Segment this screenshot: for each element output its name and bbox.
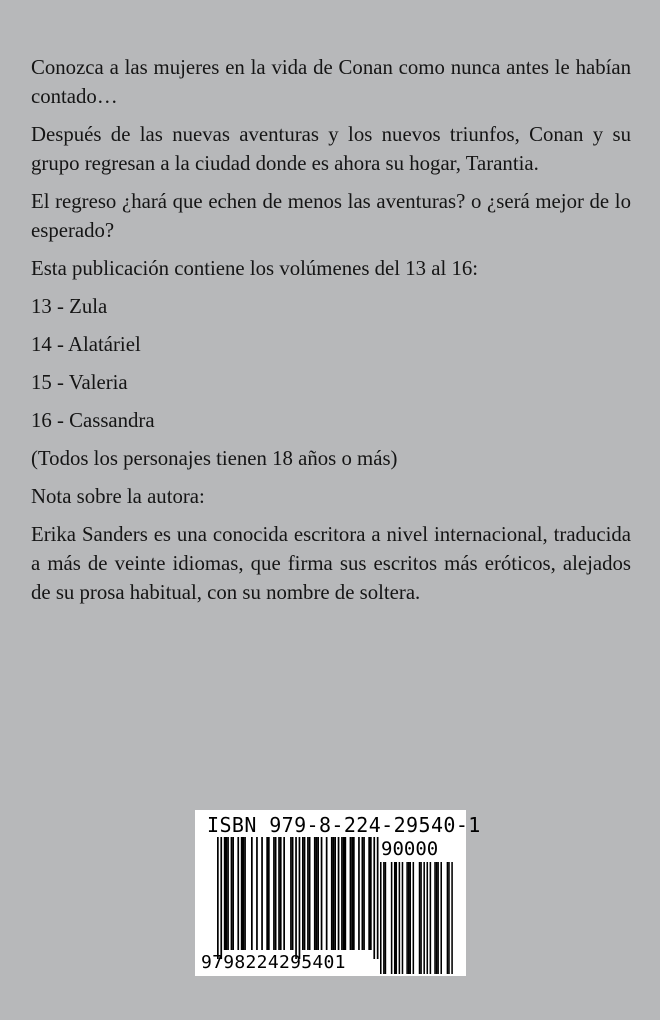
barcode-bar	[358, 837, 360, 950]
barcode-bar	[232, 837, 234, 950]
barcode-bar	[261, 837, 263, 950]
story-paragraph: Después de las nuevas aventuras y los nuevos triunfos, Conan y su grupo regresan a la ciudad donde es ahora su hogar, Tarantia.	[31, 123, 631, 175]
volume-item: 15 - Valeria	[31, 371, 128, 394]
barcode-bar	[302, 837, 304, 950]
barcode-bar	[409, 862, 411, 974]
barcode-bar	[385, 862, 387, 974]
barcode-bar	[447, 862, 449, 974]
barcode-bar	[343, 837, 345, 950]
barcode-bar	[251, 837, 253, 950]
barcode-bar	[363, 837, 365, 950]
barcode-bar	[451, 862, 453, 974]
barcode-bar	[434, 862, 436, 974]
volume-item: 14 - Alatáriel	[31, 333, 141, 356]
barcode-bar	[309, 837, 311, 950]
barcode-bar	[377, 837, 379, 959]
barcode-bar	[314, 837, 316, 950]
barcode-bar	[436, 862, 438, 974]
barcode-bar	[420, 862, 422, 974]
barcode-bar	[413, 862, 415, 974]
barcode-bar	[402, 862, 404, 974]
barcode-bar	[244, 837, 246, 950]
ean-digits: 9798224295401	[201, 952, 346, 973]
barcode-bar	[408, 862, 410, 974]
barcode-bar	[316, 837, 318, 950]
barcode-bar	[256, 837, 258, 950]
barcode-bar	[396, 862, 398, 974]
barcode-bar	[419, 862, 421, 974]
barcode-bar	[440, 862, 442, 974]
barcode-bar	[333, 837, 335, 950]
barcode-bar	[243, 837, 245, 950]
barcode-bar	[217, 837, 219, 959]
barcode-bar	[437, 862, 439, 974]
barcode-bar	[345, 837, 347, 950]
barcode-bar	[350, 837, 352, 950]
barcode-bar	[273, 837, 275, 950]
question-paragraph: El regreso ¿hará que echen de menos las aventuras? o ¿será mejor de lo esperado?	[31, 190, 631, 242]
barcode-bar	[353, 837, 355, 950]
barcode-bar	[226, 837, 228, 950]
barcode-bar	[280, 837, 282, 950]
barcode-bar	[275, 837, 277, 950]
intro-paragraph: Conozca a las mujeres en la vida de Conan como nunca antes le habían contado…	[31, 56, 631, 108]
barcode-bar	[278, 837, 280, 950]
isbn-barcode	[195, 810, 481, 976]
barcode-bar	[321, 837, 323, 950]
barcode-bar	[283, 837, 285, 950]
contents-paragraph: Esta publicación contiene los volúmenes del 13 al 16:	[31, 257, 479, 280]
barcode-bar	[370, 837, 372, 950]
volume-item: 16 - Cassandra	[31, 409, 155, 432]
barcode-bar	[295, 837, 297, 959]
barcode-bar	[231, 837, 233, 950]
barcode-bar	[391, 862, 393, 974]
barcode-bar	[241, 837, 243, 950]
barcode-bar	[237, 837, 239, 950]
barcode-bar	[368, 837, 370, 950]
age-notice: (Todos los personajes tienen 18 años o más)	[31, 447, 398, 470]
barcode-bar	[299, 837, 301, 959]
barcode-bar	[380, 862, 382, 974]
barcode-bar	[290, 837, 292, 950]
barcode-bar	[394, 862, 396, 974]
barcode-bar	[266, 837, 268, 950]
barcode-bar	[448, 862, 450, 974]
barcode-bar	[268, 837, 270, 950]
barcode-bar	[220, 837, 222, 959]
barcode-bar	[362, 837, 364, 950]
barcode-bar	[338, 837, 340, 950]
barcode-bar	[326, 837, 328, 950]
barcode-bar	[307, 837, 309, 950]
barcode-bar	[304, 837, 306, 950]
author-note: Erika Sanders es una conocida escritora a nivel internacional, traducida a más de veinte idiomas, que firma sus escritos más eróticos, alejados de su prosa habitual, con su nombre de soltera.	[31, 523, 631, 604]
blurb-text	[31, 53, 631, 616]
barcode-bar	[317, 837, 319, 950]
author-note-heading: Nota sobre la autora:	[31, 485, 205, 508]
barcode-bar	[373, 837, 375, 959]
addon-digits: 90000	[381, 838, 439, 860]
barcode-bar	[334, 837, 336, 950]
barcode-bar	[224, 837, 226, 950]
barcode-bar	[351, 837, 353, 950]
barcode-bar	[427, 862, 429, 974]
volume-item: 13 - Zula	[31, 295, 108, 318]
barcode-bar	[292, 837, 294, 950]
barcode-bar	[383, 862, 385, 974]
isbn-number: ISBN 979-8-224-29540-1	[207, 813, 481, 837]
barcode-bar	[423, 862, 425, 974]
barcode-bar	[341, 837, 343, 950]
barcode-bar	[227, 837, 229, 950]
barcode-bar	[430, 862, 432, 974]
barcode-bar	[331, 837, 333, 950]
barcode-bar	[406, 862, 408, 974]
barcode-bar	[399, 862, 401, 974]
